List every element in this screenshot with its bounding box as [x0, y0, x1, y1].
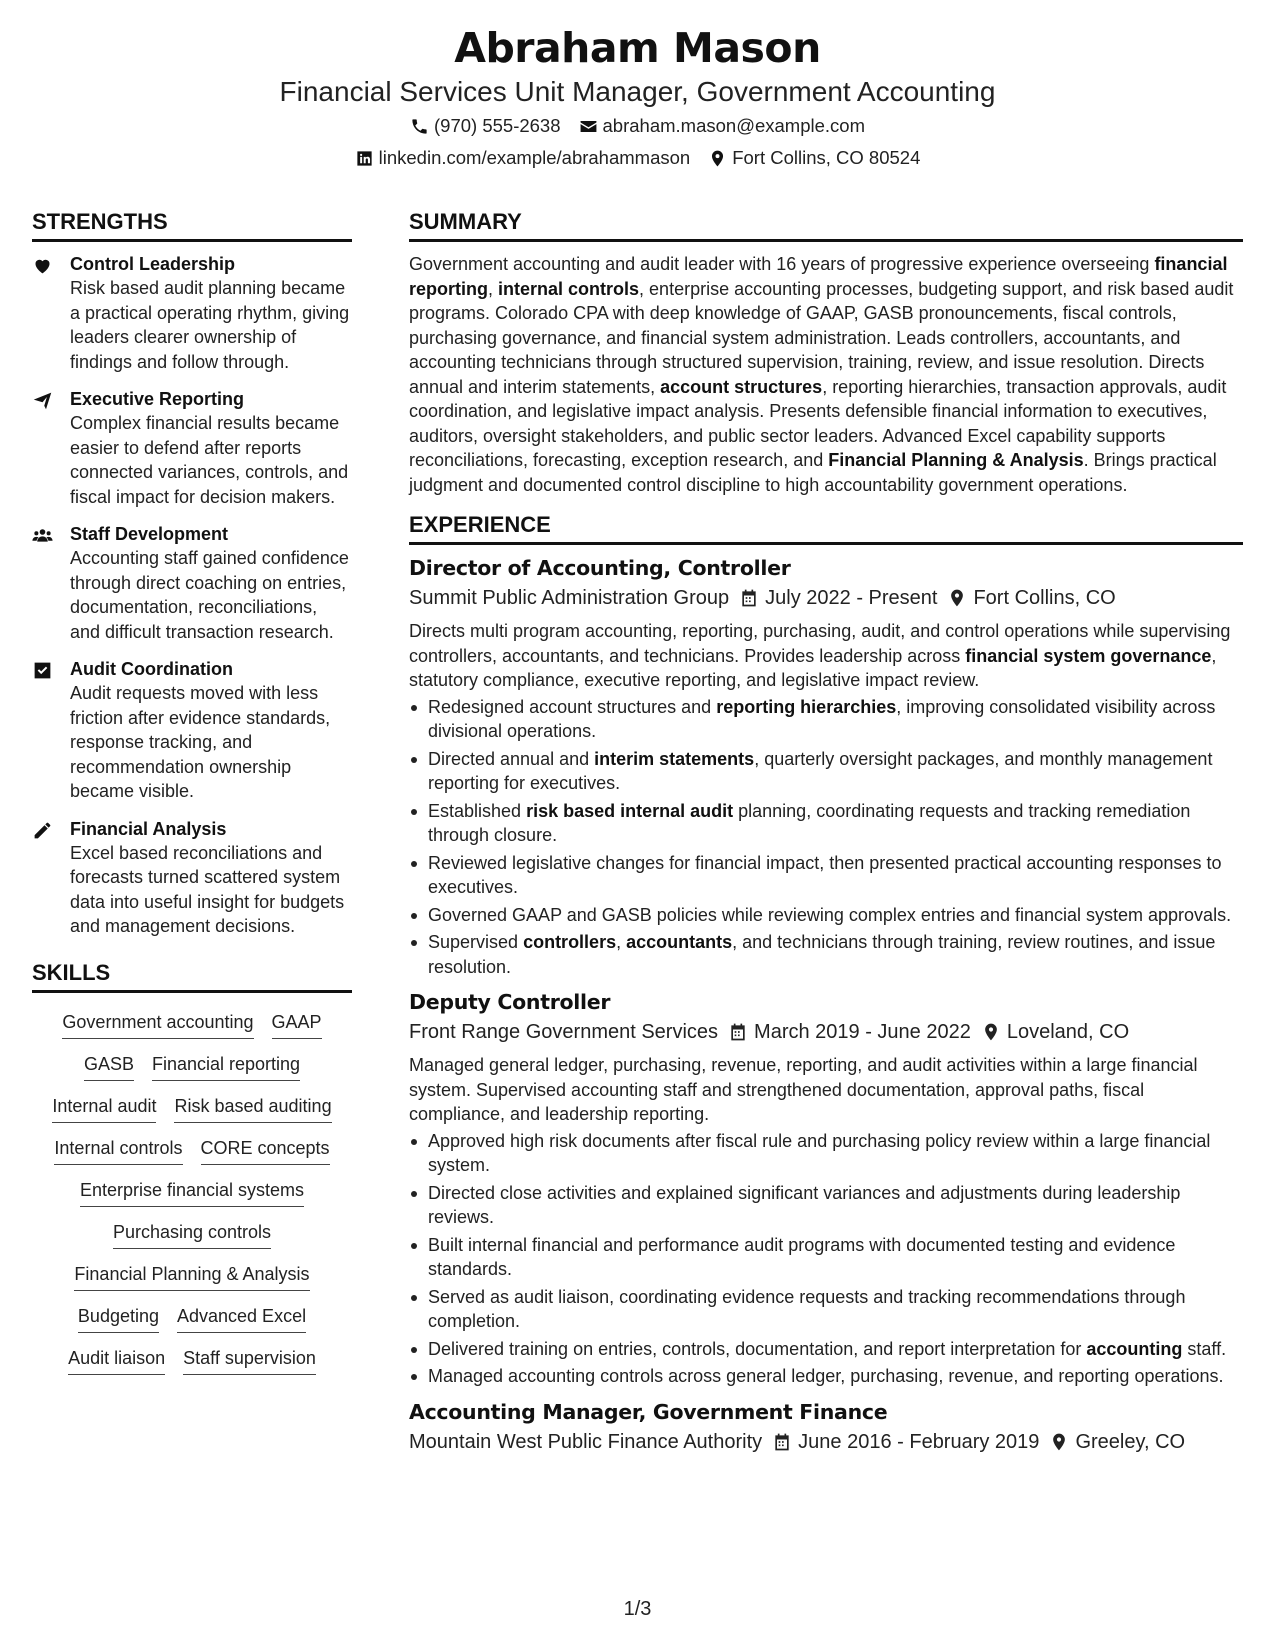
skill-tag: Financial Planning & Analysis — [74, 1261, 309, 1291]
text-segment: , — [616, 932, 627, 952]
text-segment: , and technicians through training, review routines, and issue resolution. — [428, 932, 1216, 977]
strength-description: Risk based audit planning became a practical operating rhythm, giving leaders clearer ownership of findings and follow through. — [70, 278, 350, 372]
text-segment: . Brings practical judgment and documented control discipline to high accountability government operations. — [409, 450, 1217, 495]
skill-tag: GASB — [84, 1051, 134, 1081]
phone-text: (970) 555-2638 — [434, 115, 561, 136]
pencil-icon — [32, 820, 53, 841]
job-entry — [409, 553, 1243, 979]
bold-text: accountants — [626, 932, 733, 952]
left-column — [32, 208, 352, 1375]
text-segment: Delivered training on entries, controls, documentation, and report interpretation for — [428, 1338, 1087, 1359]
text-segment: Directs multi program accounting, reporting, purchasing, audit, and control operations while supervising controllers, accountants, and technicians. Provides leadership across — [409, 621, 1231, 666]
job-meta — [409, 1427, 1243, 1457]
candidate-title: Financial Services Unit Manager, Government Accounting — [279, 76, 996, 107]
checkbox-icon — [32, 660, 53, 681]
resume-header — [0, 22, 1275, 174]
calendar-icon — [739, 588, 759, 608]
candidate-name: Abraham Mason — [454, 24, 821, 72]
job-meta — [409, 583, 1243, 613]
strengths-heading: STRENGTHS — [32, 208, 352, 242]
bullet-item — [409, 1129, 1243, 1178]
job-company: Front Range Government Services — [409, 1021, 719, 1043]
text-segment: Served as audit liaison, coordinating evidence requests and tracking recommendations through completion. — [428, 1286, 1186, 1331]
strength-description: Audit requests moved with less friction after evidence standards, response tracking, and recommendation ownership became visible. — [70, 683, 331, 801]
strength-item — [32, 387, 352, 509]
map-pin-icon — [947, 588, 967, 608]
job-entry — [409, 1397, 1243, 1457]
bold-text: interim statements — [594, 748, 755, 769]
skill-tag: CORE concepts — [201, 1135, 330, 1165]
bullet-item — [409, 1233, 1243, 1282]
strength-item — [32, 252, 352, 374]
text-segment: Managed general ledger, purchasing, revenue, reporting, and audit activities within a large financial system. Supervised accounting staff and strengthened documentation, approval paths, fiscal compliance, and leadership reporting. — [409, 1055, 1198, 1124]
map-pin-icon — [1049, 1432, 1069, 1452]
bold-text: Financial Planning & Analysis — [828, 450, 1084, 470]
phone-icon — [410, 117, 429, 136]
skill-tag: Staff supervision — [183, 1345, 316, 1375]
skills-list — [32, 1003, 352, 1375]
strength-icon-wrap — [32, 387, 70, 509]
text-segment: , reporting hierarchies, transaction approvals, audit coordination, and legislative impact analysis. Presents defensible financial information to executives, auditors, oversight stakeholders, and public sector leaders. Advanced Excel capability supports reconciliations, forecasting, exception research, and — [409, 376, 1227, 470]
job-bullets — [409, 695, 1243, 980]
job-entry — [409, 987, 1243, 1389]
linkedin-text: linkedin.com/example/abrahammason — [378, 147, 691, 168]
map-pin-icon — [708, 149, 727, 168]
strength-description: Accounting staff gained confidence through direct coaching on entries, documentation, reconciliations, and difficult transaction research. — [70, 548, 349, 642]
skill-tag: Audit liaison — [68, 1345, 165, 1375]
bullet-item — [409, 1181, 1243, 1230]
strength-icon-wrap — [32, 252, 70, 374]
text-segment: Directed annual and — [428, 748, 595, 769]
contact-linkedin[interactable] — [355, 142, 691, 174]
job-title: Accounting Manager, Government Finance — [409, 1399, 888, 1424]
contact-location — [708, 142, 920, 174]
bold-text: account structures — [660, 376, 823, 397]
bold-text: financial reporting — [409, 254, 1228, 299]
paper-plane-icon — [32, 390, 53, 411]
bullet-item — [409, 851, 1243, 900]
job-title: Deputy Controller — [409, 990, 611, 1014]
text-segment: planning, coordinating requests and tracking remediation through closure. — [428, 800, 1191, 845]
job-dates-text: June 2016 - February 2019 — [798, 1430, 1040, 1453]
text-segment: Government accounting and audit leader with 16 years of progressive experience overseeing — [409, 254, 1155, 274]
job-dates-text: July 2022 - Present — [765, 587, 938, 609]
bullet-item — [409, 799, 1243, 848]
job-company: Mountain West Public Finance Authority — [409, 1430, 763, 1453]
users-icon — [32, 525, 53, 546]
experience-heading: EXPERIENCE — [409, 511, 1243, 545]
strength-description: Excel based reconciliations and forecasts turned scattered system data into useful insight for budgets and management decisions. — [70, 842, 345, 936]
job-location — [1049, 1427, 1185, 1457]
skill-tag: Government accounting — [62, 1009, 253, 1039]
strengths-list — [32, 252, 352, 939]
text-segment: , — [488, 278, 499, 299]
contact-email[interactable] — [579, 110, 865, 142]
bullet-item — [409, 695, 1243, 744]
job-summary — [409, 1053, 1243, 1127]
strength-icon-wrap — [32, 657, 70, 804]
experience-list — [409, 553, 1243, 1457]
skills-heading: SKILLS — [32, 959, 352, 993]
calendar-icon — [728, 1022, 748, 1042]
job-dates-text: March 2019 - June 2022 — [754, 1021, 971, 1043]
text-segment: , enterprise accounting processes, budgeting support, and risk based audit programs. Colorado CPA with deep knowledge of GAAP, GASB pronouncements, fiscal controls, purchasing governance, and financial system administration. Leads controllers, accountants, and accounting technicians through structured supervision, training, review, and issue resolution. Directs annual and interim statements, — [409, 278, 1234, 397]
job-location — [947, 583, 1115, 613]
linkedin-icon — [355, 149, 374, 168]
map-pin-icon — [981, 1022, 1001, 1042]
text-segment: Built internal financial and performance audit programs with documented testing and evidence standards. — [428, 1234, 1176, 1279]
text-segment: staff. — [1182, 1338, 1227, 1359]
text-segment: , quarterly oversight packages, and monthly management reporting for executives. — [428, 748, 1213, 793]
page-number: 1/3 — [623, 1598, 652, 1620]
strength-item — [32, 522, 352, 644]
bullet-item — [409, 930, 1243, 979]
strength-item — [32, 817, 352, 939]
skill-tag: Advanced Excel — [177, 1303, 306, 1333]
strength-title: Control Leadership — [70, 254, 236, 274]
job-summary — [409, 619, 1243, 693]
summary-heading: SUMMARY — [409, 208, 1243, 242]
skill-tag: Financial reporting — [152, 1051, 300, 1081]
skill-tag: GAAP — [272, 1009, 322, 1039]
bullet-item — [409, 1337, 1243, 1362]
strength-description: Complex financial results became easier to defend after reports connected variances, controls, and fiscal impact for decision makers. — [70, 413, 349, 507]
job-title: Director of Accounting, Controller — [409, 556, 791, 580]
job-location-text: Greeley, CO — [1075, 1430, 1186, 1453]
email-text: abraham.mason@example.com — [602, 115, 865, 136]
job-bullets — [409, 1129, 1243, 1389]
calendar-icon — [772, 1432, 792, 1452]
text-segment: Managed accounting controls across general ledger, purchasing, revenue, and reporting operations. — [428, 1366, 1224, 1386]
skill-tag: Internal controls — [54, 1135, 182, 1165]
job-location — [981, 1017, 1129, 1047]
contact-phone[interactable] — [410, 110, 561, 142]
strength-title: Executive Reporting — [70, 389, 245, 409]
job-dates — [728, 1017, 971, 1047]
job-dates — [772, 1427, 1039, 1457]
text-segment: Approved high risk documents after fiscal rule and purchasing policy review within a large financial system. — [428, 1130, 1211, 1175]
bold-text: risk based internal audit — [526, 800, 734, 821]
contact-row-2 — [0, 142, 1275, 174]
bullet-item — [409, 747, 1243, 796]
job-dates — [739, 583, 937, 613]
location-text: Fort Collins, CO 80524 — [732, 147, 921, 168]
skill-tag: Enterprise financial systems — [80, 1177, 304, 1207]
skill-tag: Purchasing controls — [113, 1219, 271, 1249]
job-location-text: Loveland, CO — [1006, 1021, 1130, 1043]
skill-tag: Internal audit — [52, 1093, 156, 1123]
bullet-item — [409, 1364, 1243, 1389]
text-segment: Established — [428, 800, 527, 821]
text-segment: Reviewed legislative changes for financial impact, then presented practical accounting responses to executives. — [428, 852, 1222, 897]
skill-tag: Budgeting — [78, 1303, 159, 1333]
text-segment: , statutory compliance, executive reporting, and legislative impact review. — [409, 645, 1217, 690]
strength-title: Staff Development — [70, 524, 229, 544]
right-column — [409, 208, 1243, 1463]
bullet-item — [409, 903, 1243, 928]
strength-title: Audit Coordination — [70, 659, 233, 679]
strength-item — [32, 657, 352, 804]
skill-tag: Risk based auditing — [174, 1093, 331, 1123]
job-meta — [409, 1017, 1243, 1047]
bold-text: reporting hierarchies — [716, 696, 897, 717]
heart-icon — [32, 255, 53, 276]
text-segment: Redesigned account structures and — [428, 696, 717, 717]
envelope-icon — [579, 117, 598, 136]
bold-text: internal controls — [498, 278, 640, 299]
contact-row-1 — [0, 110, 1275, 142]
strength-icon-wrap — [32, 817, 70, 939]
text-segment: Directed close activities and explained significant variances and adjustments during leadership reviews. — [428, 1182, 1181, 1227]
text-segment: Governed GAAP and GASB policies while reviewing complex entries and financial system approvals. — [428, 904, 1232, 925]
bold-text: financial system governance — [965, 645, 1212, 666]
strength-title: Financial Analysis — [70, 818, 227, 839]
bold-text: controllers — [523, 932, 617, 952]
job-location-text: Fort Collins, CO — [973, 587, 1116, 609]
summary-paragraph — [409, 252, 1243, 497]
bullet-item — [409, 1285, 1243, 1334]
strength-icon-wrap — [32, 522, 70, 644]
text-segment: , improving consolidated visibility across divisional operations. — [428, 696, 1216, 741]
job-company: Summit Public Administration Group — [409, 587, 730, 609]
bold-text: accounting — [1086, 1338, 1183, 1359]
text-segment: Supervised — [428, 932, 524, 952]
